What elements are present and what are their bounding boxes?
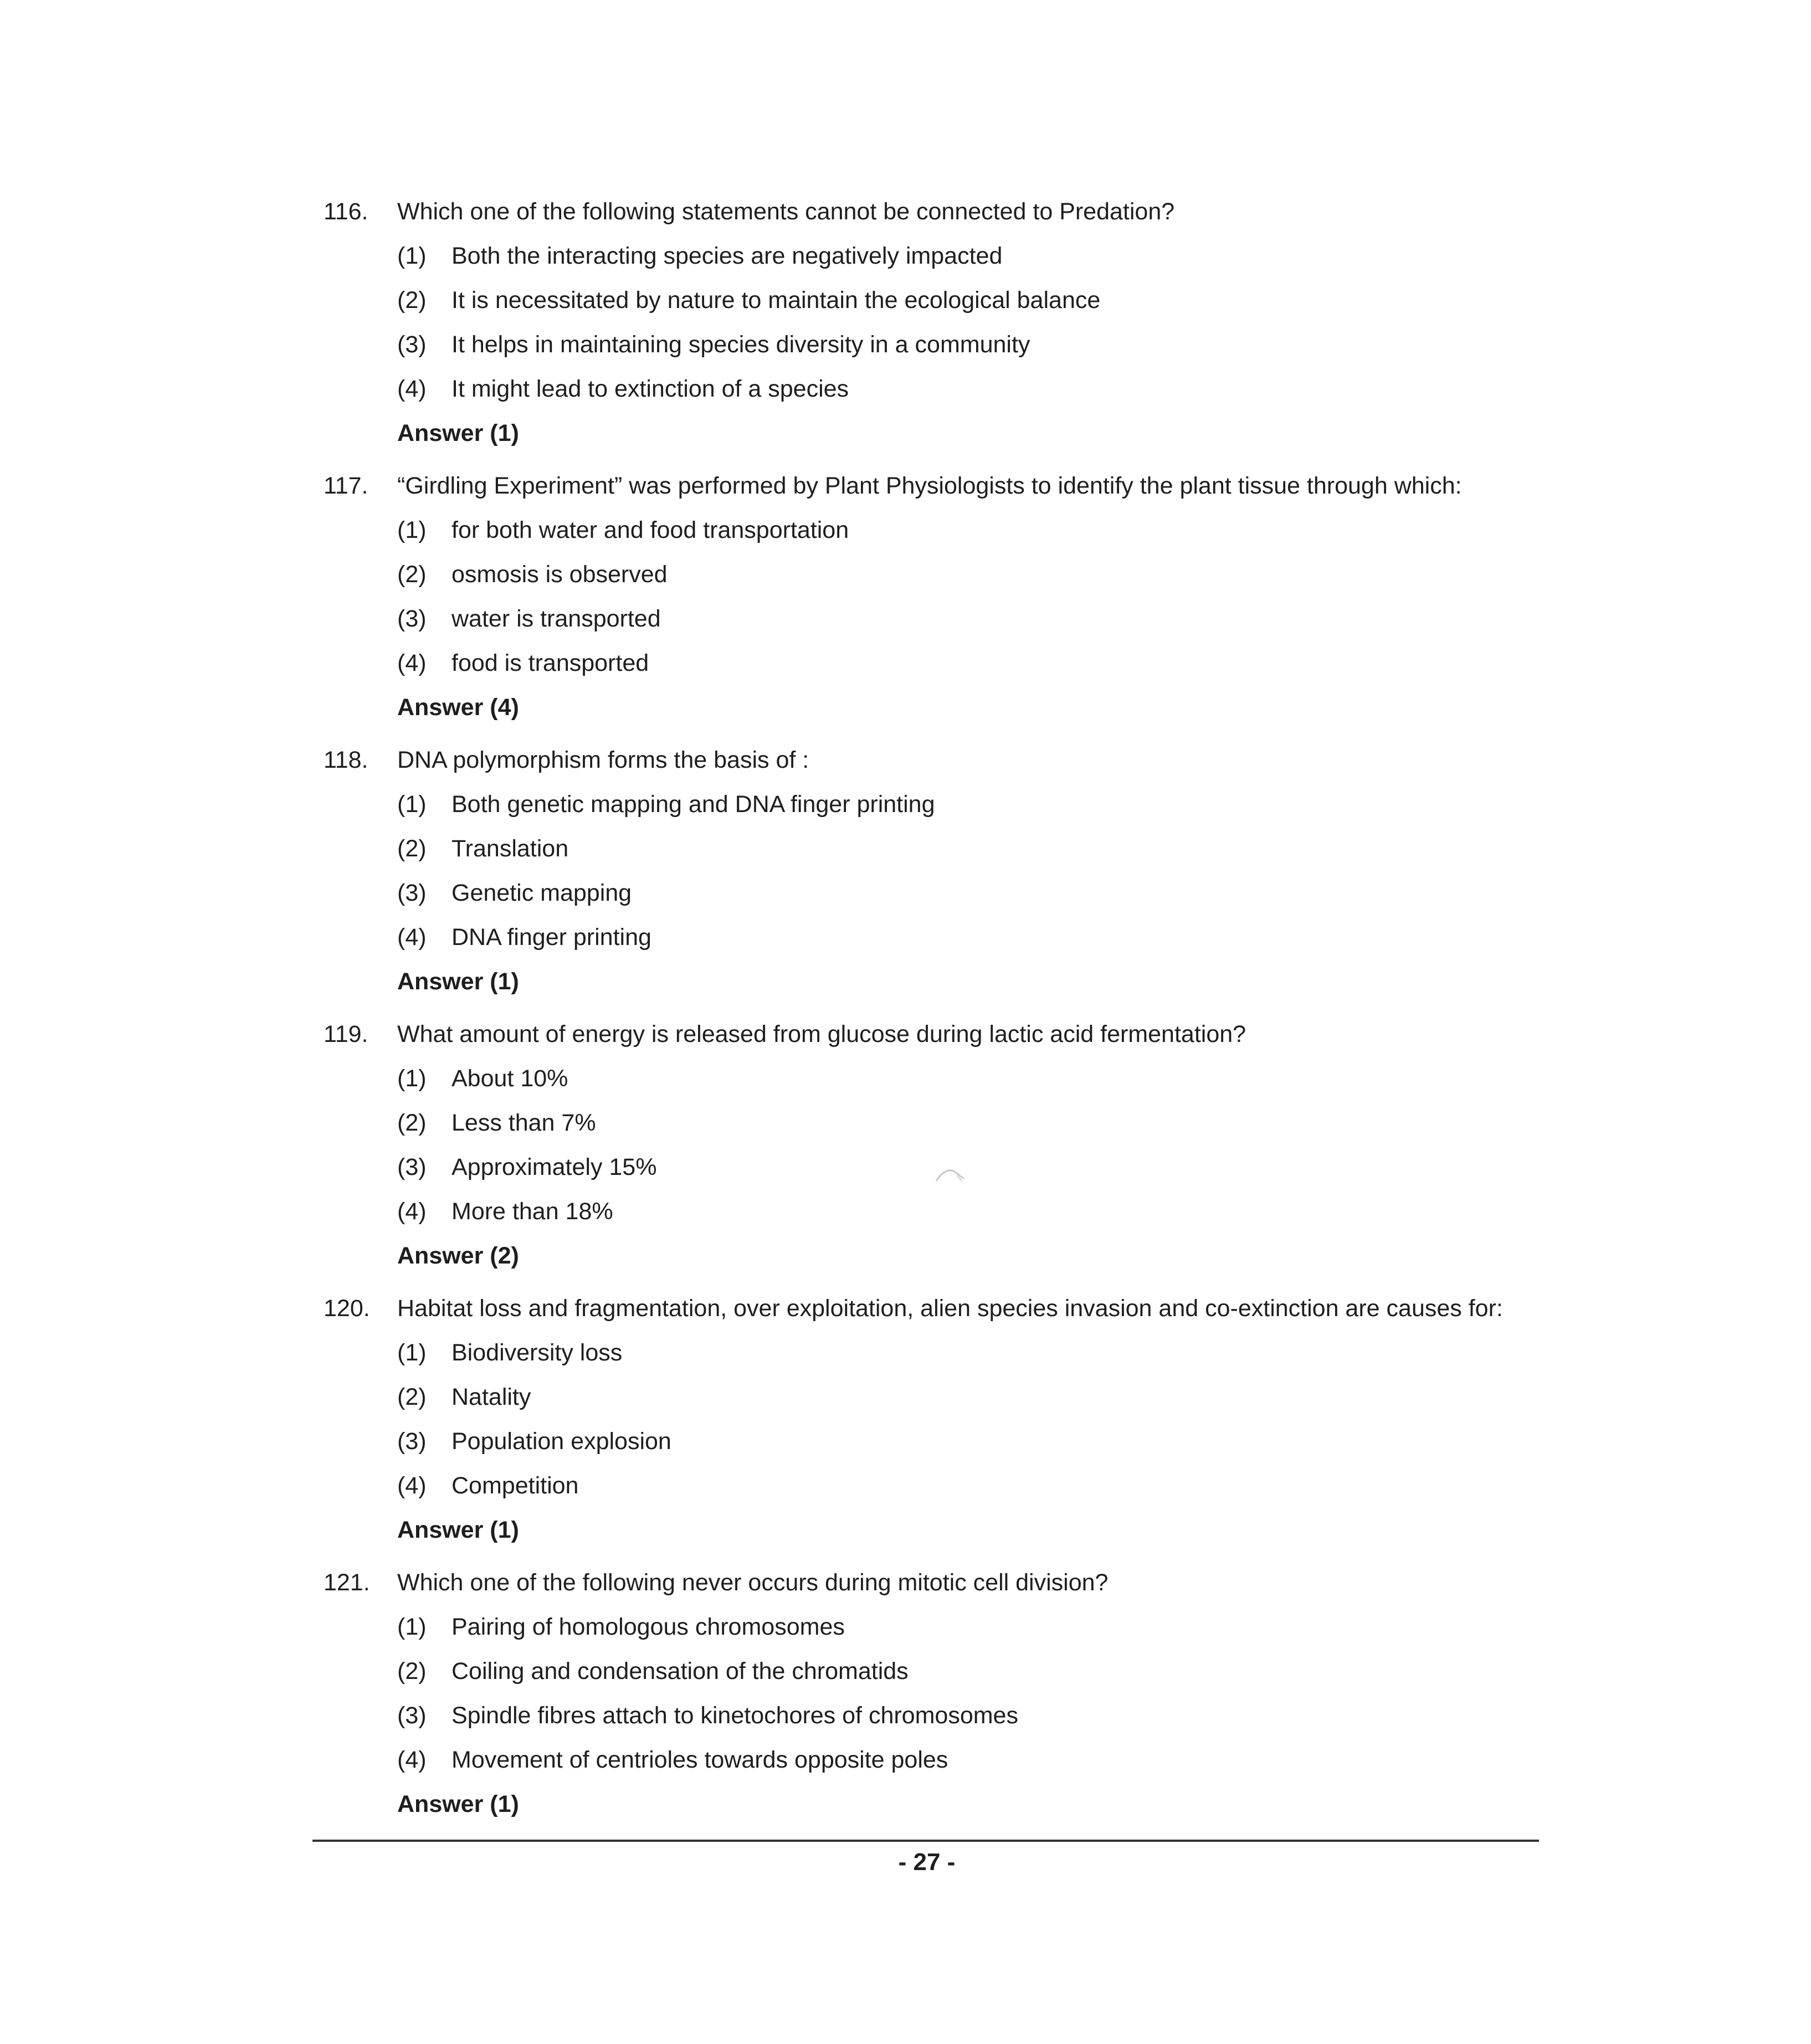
option-4 (0, 1463, 1811, 1508)
question-row (0, 464, 1811, 508)
question-119 (0, 1012, 1811, 1286)
option-1 (0, 1331, 1811, 1375)
option-label: (2) (397, 1384, 427, 1410)
question-text: Habitat loss and fragmentation, over exploitation, alien species invasion and co-extinction are causes for: (397, 1295, 1503, 1322)
question-row (0, 1286, 1811, 1331)
option-3 (0, 1419, 1811, 1463)
option-text: Genetic mapping (452, 880, 632, 906)
option-3 (0, 322, 1811, 367)
option-text: Coiling and condensation of the chromatids (452, 1658, 909, 1684)
option-2 (0, 1649, 1811, 1693)
option-1 (0, 1056, 1811, 1101)
option-2 (0, 826, 1811, 871)
option-label: (3) (397, 1154, 427, 1180)
option-text: for both water and food transportation (452, 517, 849, 543)
option-text: Pairing of homologous chromosomes (452, 1614, 845, 1640)
question-116 (0, 189, 1811, 464)
option-label: (3) (397, 605, 427, 632)
option-text: Competition (452, 1472, 579, 1499)
question-number: 118. (324, 747, 368, 773)
option-3 (0, 1693, 1811, 1738)
option-text: Population explosion (452, 1428, 671, 1455)
option-label: (2) (397, 1658, 427, 1684)
option-label: (1) (397, 791, 427, 818)
option-label: (4) (397, 376, 427, 402)
page-number: - 27 - (898, 1848, 956, 1876)
option-label: (2) (397, 287, 427, 314)
question-number: 116. (324, 198, 368, 225)
question-row (0, 1012, 1811, 1056)
option-label: (4) (397, 1472, 427, 1499)
option-text: About 10% (452, 1065, 568, 1092)
option-label: (2) (397, 835, 427, 862)
answer-label: Answer (2) (397, 1242, 519, 1269)
option-text: Movement of centrioles towards opposite poles (452, 1747, 948, 1773)
question-121 (0, 1560, 1811, 1835)
option-2 (0, 1101, 1811, 1145)
question-row (0, 738, 1811, 782)
answer-label: Answer (1) (397, 1791, 519, 1817)
option-1 (0, 1605, 1811, 1649)
option-label: (1) (397, 243, 427, 269)
question-row (0, 1560, 1811, 1605)
question-text: What amount of energy is released from glucose during lactic acid fermentation? (397, 1021, 1246, 1047)
option-label: (2) (397, 1110, 427, 1136)
option-text: Biodiversity loss (452, 1339, 623, 1366)
option-text: It might lead to extinction of a species (452, 376, 849, 402)
footer-divider (312, 1840, 1539, 1842)
option-4 (0, 641, 1811, 685)
question-text: DNA polymorphism forms the basis of : (397, 747, 809, 773)
option-2 (0, 278, 1811, 322)
question-text: Which one of the following never occurs during mitotic cell division? (397, 1569, 1109, 1596)
option-text: food is transported (452, 650, 649, 676)
option-text: Less than 7% (452, 1110, 596, 1136)
option-label: (4) (397, 1198, 427, 1225)
scan-smudge (935, 1164, 974, 1187)
option-text: It helps in maintaining species diversity in a community (452, 331, 1030, 358)
option-4 (0, 1738, 1811, 1782)
question-117 (0, 464, 1811, 738)
option-label: (3) (397, 1428, 427, 1455)
option-3 (0, 871, 1811, 915)
option-label: (2) (397, 561, 427, 588)
option-text: More than 18% (452, 1198, 613, 1225)
option-1 (0, 782, 1811, 826)
option-label: (4) (397, 924, 427, 951)
option-1 (0, 508, 1811, 552)
question-number: 120. (324, 1295, 370, 1322)
option-label: (4) (397, 1747, 427, 1773)
option-text: It is necessitated by nature to maintain the ecological balance (452, 287, 1101, 314)
option-text: Translation (452, 835, 569, 862)
question-text: Which one of the following statements cannot be connected to Predation? (397, 198, 1175, 225)
option-text: Spindle fibres attach to kinetochores of chromosomes (452, 1702, 1018, 1729)
option-text: osmosis is observed (452, 561, 668, 588)
answer-label: Answer (4) (397, 694, 519, 721)
option-4 (0, 367, 1811, 411)
option-text: Approximately 15% (452, 1154, 657, 1180)
option-label: (1) (397, 517, 427, 543)
answer-label: Answer (1) (397, 420, 519, 446)
option-text: DNA finger printing (452, 924, 651, 951)
question-text: “Girdling Experiment” was performed by Plant Physiologists to identify the plant tissue through which: (397, 473, 1462, 499)
option-text: Both genetic mapping and DNA finger printing (452, 791, 935, 818)
answer-label: Answer (1) (397, 968, 519, 995)
answer-label: Answer (1) (397, 1517, 519, 1543)
option-text: water is transported (452, 605, 661, 632)
option-label: (3) (397, 880, 427, 906)
question-120 (0, 1286, 1811, 1560)
option-label: (4) (397, 650, 427, 676)
option-label: (1) (397, 1614, 427, 1640)
question-number: 119. (324, 1021, 368, 1047)
option-label: (1) (397, 1339, 427, 1366)
option-label: (1) (397, 1065, 427, 1092)
question-number: 121. (324, 1569, 370, 1596)
option-label: (3) (397, 331, 427, 358)
option-3 (0, 597, 1811, 641)
question-118 (0, 738, 1811, 1012)
option-label: (3) (397, 1702, 427, 1729)
question-row (0, 189, 1811, 234)
option-4 (0, 1189, 1811, 1234)
option-text: Both the interacting species are negatively impacted (452, 243, 1003, 269)
option-3 (0, 1145, 1811, 1189)
option-text: Natality (452, 1384, 531, 1410)
option-2 (0, 1375, 1811, 1419)
question-number: 117. (324, 473, 368, 499)
option-1 (0, 234, 1811, 278)
option-2 (0, 552, 1811, 597)
option-4 (0, 915, 1811, 959)
